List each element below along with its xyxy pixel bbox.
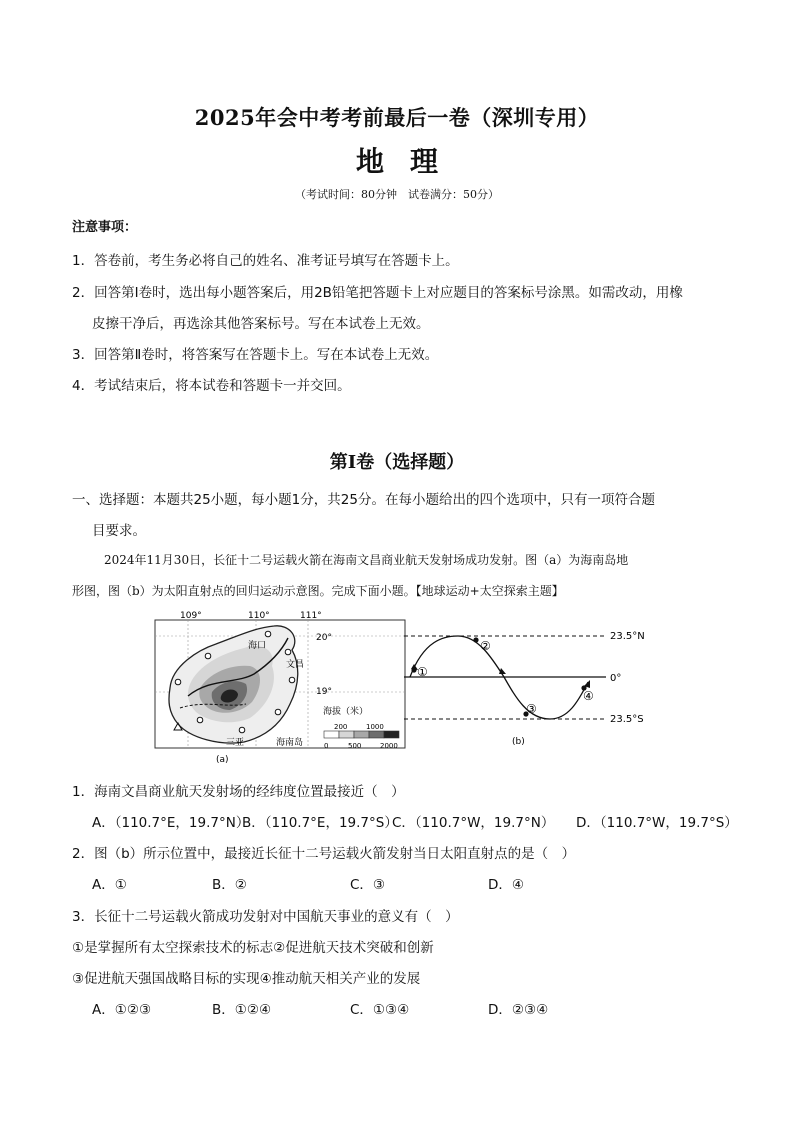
section-title: 第Ⅰ卷（选择题）	[329, 452, 465, 473]
question-3-statements-2: ③促进航天强国战略目标的实现④推动航天相关产业的发展	[72, 971, 421, 987]
legend-value-0: 0	[324, 742, 329, 750]
question-2-option-c[interactable]: C．③	[350, 877, 386, 893]
place-haikou: 海口	[248, 641, 267, 651]
lat-label-20: 20°	[316, 633, 332, 643]
lon-label-110: 110°	[248, 611, 270, 621]
notice-item-2-continued: 皮擦干净后，再选涂其他答案标号。写在本试卷上无效。	[92, 316, 430, 332]
point-1: ①	[417, 665, 428, 679]
label-23-5-s: 23.5°S	[610, 714, 644, 725]
exam-title: 2025年会中考考前最后一卷（深圳专用）	[194, 105, 600, 130]
point-3: ③	[526, 702, 537, 716]
lon-label-109: 109°	[180, 611, 202, 621]
question-3-statements-1: ①是掌握所有太空探索技术的标志②促进航天技术突破和创新	[72, 940, 434, 956]
point-4: ④	[583, 689, 594, 703]
notice-item-3: 3．回答第Ⅱ卷时，将答案写在答题卡上。写在本试卷上无效。	[72, 347, 439, 363]
section-instruction: 一、选择题：本题共25小题，每小题1分，共25分。在每小题给出的四个选项中，只有一项符合题	[72, 492, 655, 508]
legend-value-1000: 1000	[366, 723, 384, 731]
notice-item-2: 2．回答第Ⅰ卷时，选出每小题答案后，用2B铅笔把答题卡上对应题目的答案标号涂黑。如需改动，用橡	[72, 285, 683, 301]
question-1-option-c[interactable]: C．（110.7°W，19.7°N）	[392, 815, 555, 831]
label-23-5-n: 23.5°N	[610, 631, 645, 642]
place-wenchang: 文昌	[286, 660, 305, 670]
exam-info: （考试时间：80分钟 试卷满分：50分）	[295, 188, 499, 201]
question-1-stem: 1．海南文昌商业航天发射场的经纬度位置最接近（ ）	[72, 784, 405, 800]
notice-item-4: 4．考试结束后，将本试卷和答题卡一并交回。	[72, 378, 351, 394]
label-equator: 0°	[610, 673, 622, 684]
legend-value-2000: 2000	[380, 742, 398, 750]
question-2-option-b[interactable]: B．②	[212, 877, 247, 893]
legend-title: 海拔（米）	[323, 707, 369, 717]
question-1-option-a[interactable]: A．（110.7°E，19.7°N）	[92, 815, 250, 831]
question-2-option-d[interactable]: D．④	[488, 877, 524, 893]
question-1-option-d[interactable]: D．（110.7°W，19.7°S）	[576, 815, 738, 831]
context-line-2: 形图，图（b）为太阳直射点的回归运动示意图。完成下面小题。【地球运动+太空探索主题】	[72, 584, 564, 598]
question-3-stem: 3．长征十二号运载火箭成功发射对中国航天事业的意义有（ ）	[72, 909, 459, 925]
figure-a-caption: (a)	[216, 755, 229, 765]
context-line-1: 2024年11月30日，长征十二号运载火箭在海南文昌商业航天发射场成功发射。图（a）为海南岛地	[104, 553, 629, 567]
lon-label-111: 111°	[300, 611, 322, 621]
place-sanya: 三亚	[226, 738, 245, 748]
section-instruction-continued: 目要求。	[92, 523, 146, 539]
question-3-option-a[interactable]: A．①②③	[92, 1002, 152, 1018]
hainan-terrain-map	[150, 608, 410, 768]
figure-b-caption: (b)	[512, 737, 525, 747]
legend-value-500: 500	[348, 742, 362, 750]
question-2-option-a[interactable]: A．①	[92, 877, 127, 893]
elevation-legend	[324, 731, 399, 738]
lat-label-19: 19°	[316, 687, 332, 697]
place-hainan-island: 海南岛	[276, 738, 304, 748]
notice-heading: 注意事项：	[72, 220, 138, 235]
point-2: ②	[480, 639, 491, 653]
subject-title: 地理	[355, 145, 464, 178]
question-3-option-c[interactable]: C．①③④	[350, 1002, 410, 1018]
legend-value-200: 200	[334, 723, 348, 731]
question-1-option-b[interactable]: B．（110.7°E，19.7°S）	[242, 815, 398, 831]
question-2-stem: 2．图（b）所示位置中，最接近长征十二号运载火箭发射当日太阳直射点的是（ ）	[72, 846, 576, 862]
question-3-option-d[interactable]: D．②③④	[488, 1002, 549, 1018]
sun-migration-diagram	[400, 622, 650, 752]
question-3-option-b[interactable]: B．①②④	[212, 1002, 272, 1018]
notice-item-1: 1．答卷前，考生务必将自己的姓名、准考证号填写在答题卡上。	[72, 253, 459, 269]
